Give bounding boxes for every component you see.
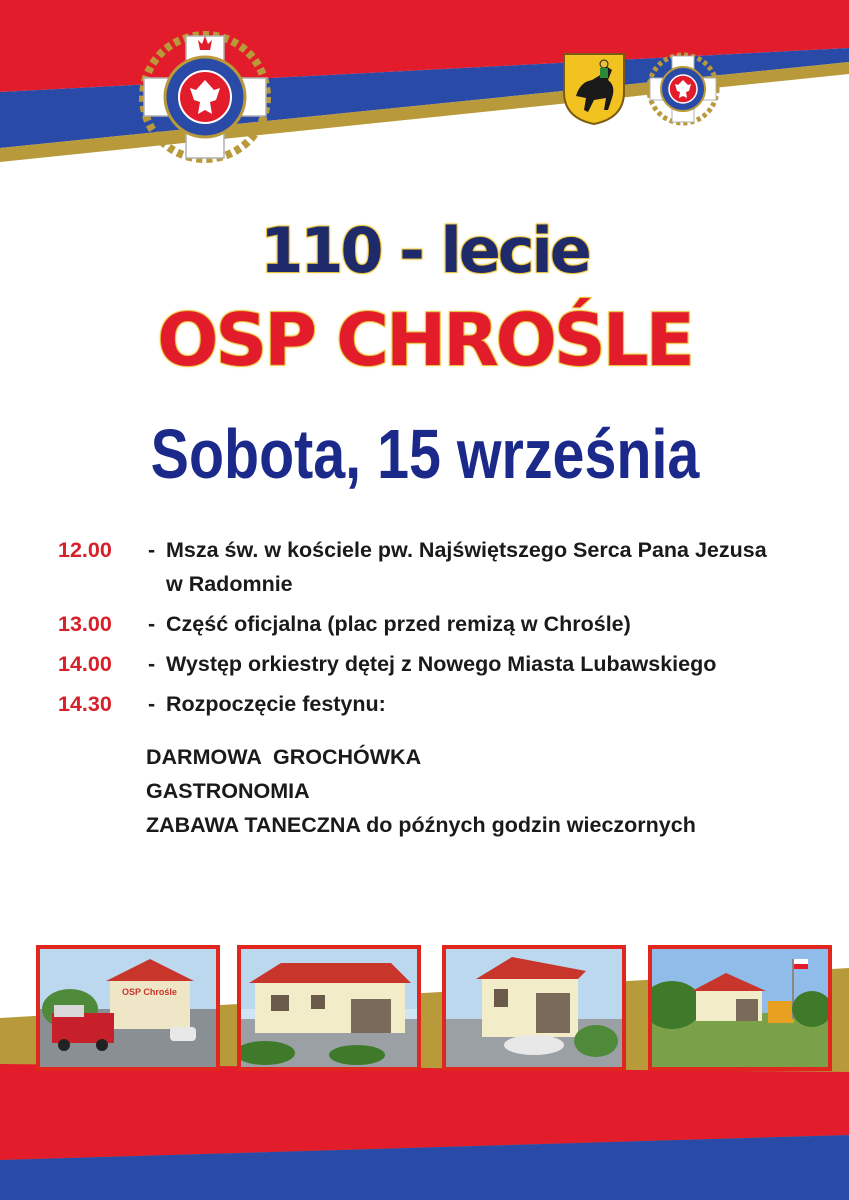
- schedule-item: [58, 647, 838, 681]
- attraction-item: DARMOWA GROCHÓWKA: [146, 745, 422, 769]
- schedule-item: [58, 607, 838, 641]
- attraction-item-bold: ZABAWA TANECZNA: [146, 813, 361, 837]
- fire-station-photo-2: [237, 945, 421, 1071]
- schedule-time: 14.00: [58, 652, 112, 676]
- attraction-item-rest: do późnych godzin wieczornych: [360, 813, 696, 837]
- schedule-description-line2: w Radomnie: [166, 572, 293, 596]
- schedule-description: Część oficjalna (plac przed remizą w Chrośle): [166, 612, 631, 636]
- fire-station-photo-4: [648, 945, 832, 1071]
- schedule-list: [58, 533, 838, 727]
- schedule-separator: -: [148, 652, 156, 676]
- fire-station-photo-1: [36, 945, 220, 1071]
- festival-attractions: [146, 740, 696, 842]
- schedule-description-line1: Msza św. w kościele pw. Najświętszego Serca Pana Jezusa: [166, 538, 767, 562]
- organization-title: OSP CHROŚLE: [157, 298, 692, 382]
- schedule-description: Występ orkiestry dętej z Nowego Miasta Lubawskiego: [166, 652, 717, 676]
- event-date: Sobota, 15 września: [150, 415, 700, 493]
- schedule-time: 14.30: [58, 692, 112, 716]
- anniversary-title: 110 - lecie: [260, 214, 589, 287]
- schedule-item: [58, 687, 838, 721]
- schedule-separator: -: [148, 692, 156, 716]
- fire-brigade-emblem-small-icon: [646, 52, 720, 126]
- attraction-item: GASTRONOMIA: [146, 779, 310, 803]
- schedule-time: 12.00: [58, 538, 112, 562]
- attraction-item: [146, 808, 696, 842]
- schedule-description: Rozpoczęcie festynu:: [166, 692, 386, 716]
- schedule-description: [166, 533, 838, 601]
- schedule-item: [58, 533, 838, 601]
- coat-of-arms-knight-icon: [562, 52, 626, 126]
- schedule-separator: -: [148, 538, 156, 562]
- schedule-time: 13.00: [58, 612, 112, 636]
- fire-brigade-emblem-icon: [138, 30, 272, 164]
- fire-station-photo-3: [442, 945, 626, 1071]
- photo-sign: OSP Chrośle: [122, 987, 177, 997]
- schedule-separator: -: [148, 612, 156, 636]
